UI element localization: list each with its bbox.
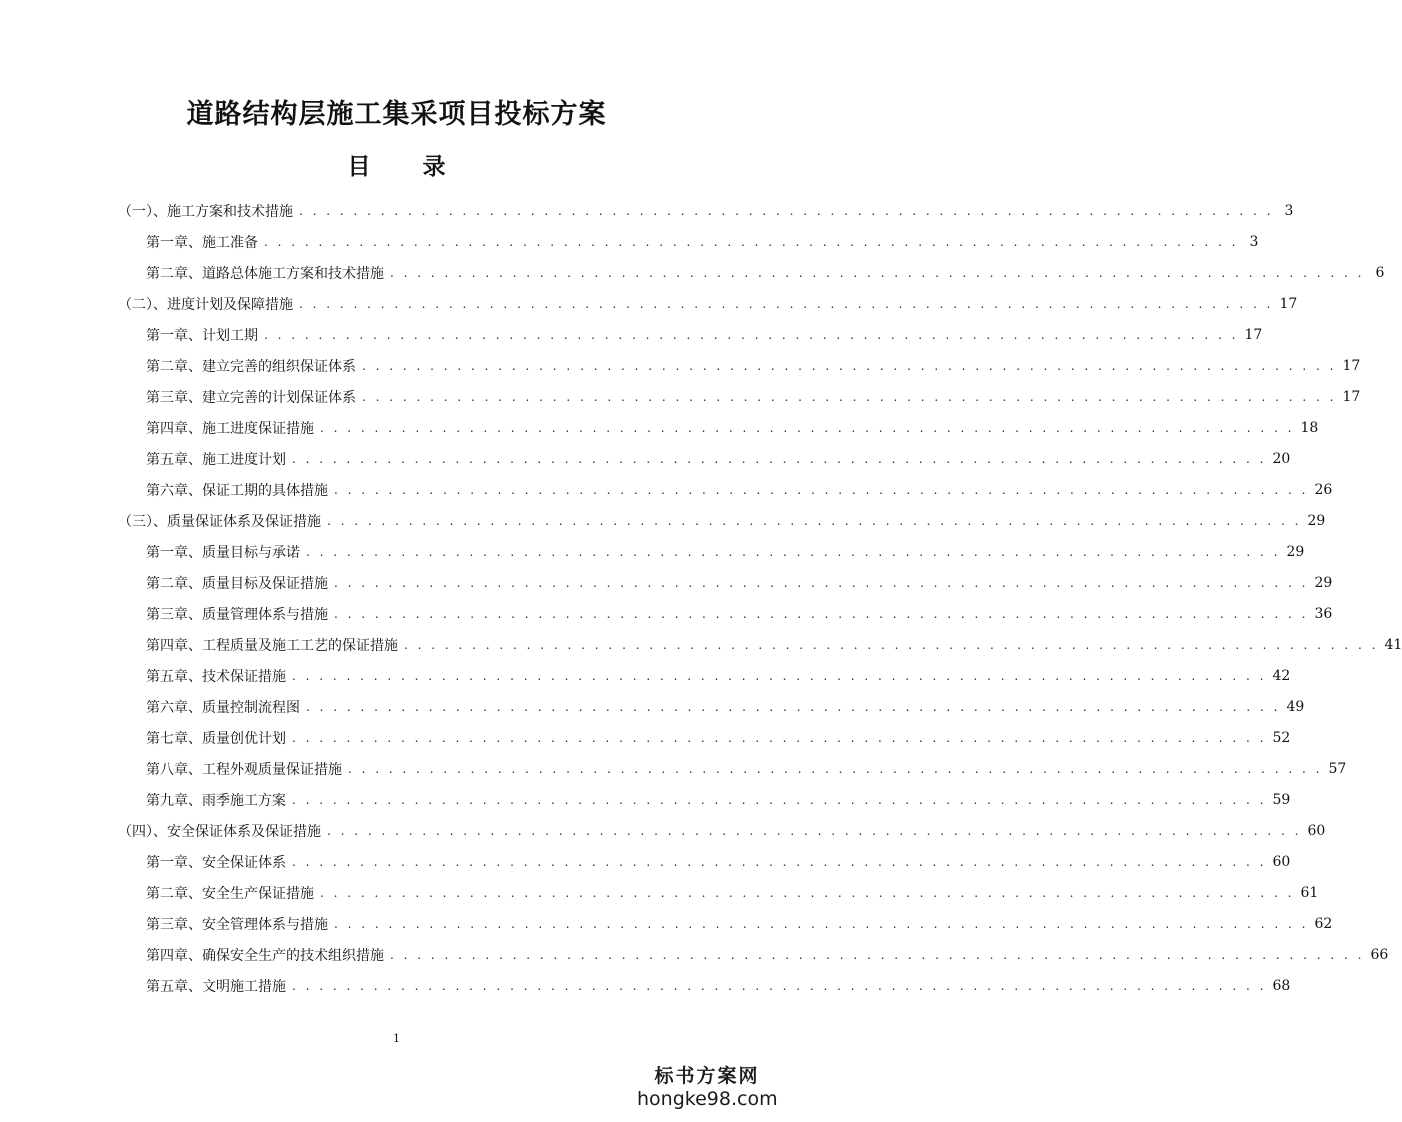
toc-dot-leader: . . . . . . . . . . . . . . . . . . . . . . . . . . . . . . . . . . . . . . . . . . . . . . . . . . . . . . . . . . . . . . . . . . . . . . . .	[292, 451, 1267, 466]
toc-entry-label: （二）、进度计划及保障措施	[118, 296, 293, 313]
toc-entry-page: 36	[1314, 605, 1333, 622]
toc-entry-page: 60	[1272, 853, 1291, 870]
toc-chapter-entry[interactable]	[0, 908, 1333, 939]
toc-chapter-entry[interactable]	[0, 784, 1291, 815]
toc-dot-leader: . . . . . . . . . . . . . . . . . . . . . . . . . . . . . . . . . . . . . . . . . . . . . . . . . . . . . . . . . . . . . . . . . . . . . . . .	[320, 420, 1295, 435]
toc-dot-leader: . . . . . . . . . . . . . . . . . . . . . . . . . . . . . . . . . . . . . . . . . . . . . . . . . . . . . . . . . . . . . . . . . . . . . . . .	[362, 389, 1337, 404]
toc-chapter-entry[interactable]	[0, 567, 1333, 598]
toc-chapter-entry[interactable]	[0, 598, 1333, 629]
toc-dot-leader: . . . . . . . . . . . . . . . . . . . . . . . . . . . . . . . . . . . . . . . . . . . . . . . . . . . . . . . . . . . . . . . . . . . . . . . .	[320, 885, 1295, 900]
toc-chapter-entry[interactable]	[0, 257, 1385, 288]
toc-entry-label: 第三章、质量管理体系与措施	[146, 606, 328, 623]
toc-dot-leader: . . . . . . . . . . . . . . . . . . . . . . . . . . . . . . . . . . . . . . . . . . . . . . . . . . . . . . . . . . . . . . . . . . . . . . . .	[292, 668, 1267, 683]
toc-heading: 目 录	[347, 153, 468, 180]
toc-chapter-entry[interactable]	[0, 226, 1259, 257]
toc-dot-leader: . . . . . . . . . . . . . . . . . . . . . . . . . . . . . . . . . . . . . . . . . . . . . . . . . . . . . . . . . . . . . . . . . . . . . . . .	[390, 265, 1365, 280]
toc-entry-page: 49	[1286, 698, 1305, 715]
toc-entry-page: 66	[1370, 946, 1389, 963]
toc-dot-leader: . . . . . . . . . . . . . . . . . . . . . . . . . . . . . . . . . . . . . . . . . . . . . . . . . . . . . . . . . . . . . . . . . . . . . . . .	[390, 947, 1365, 962]
toc-entry-label: 第一章、计划工期	[146, 327, 258, 344]
toc-entry-page: 3	[1249, 233, 1259, 250]
toc-entry-page: 60	[1307, 822, 1326, 839]
toc-entry-label: 第五章、技术保证措施	[146, 668, 286, 685]
toc-entry-page: 17	[1279, 295, 1298, 312]
toc-entry-page: 42	[1272, 667, 1291, 684]
toc-entry-page: 62	[1314, 915, 1333, 932]
toc-dot-leader: . . . . . . . . . . . . . . . . . . . . . . . . . . . . . . . . . . . . . . . . . . . . . . . . . . . . . . . . . . . . . . . . . . . . . . . .	[306, 544, 1281, 559]
toc-entry-page: 6	[1375, 264, 1385, 281]
toc-chapter-entry[interactable]	[0, 691, 1305, 722]
toc-entry-label: 第六章、质量控制流程图	[146, 699, 300, 716]
document-title: 道路结构层施工集采项目投标方案	[186, 99, 607, 130]
toc-chapter-entry[interactable]	[0, 970, 1291, 1001]
toc-entry-label: 第二章、道路总体施工方案和技术措施	[146, 265, 384, 282]
toc-entry-label: （四）、安全保证体系及保证措施	[118, 823, 321, 840]
toc-entry-label: 第八章、工程外观质量保证措施	[146, 761, 342, 778]
toc-entry-label: 第一章、施工准备	[146, 234, 258, 251]
page-number: 1	[393, 1032, 400, 1045]
toc-section-entry[interactable]	[0, 195, 1294, 226]
toc-dot-leader: . . . . . . . . . . . . . . . . . . . . . . . . . . . . . . . . . . . . . . . . . . . . . . . . . . . . . . . . . . . . . . . . . . . . . . . .	[327, 513, 1302, 528]
toc-entry-label: 第三章、安全管理体系与措施	[146, 916, 328, 933]
toc-entry-label: 第四章、工程质量及施工工艺的保证措施	[146, 637, 398, 654]
toc-dot-leader: . . . . . . . . . . . . . . . . . . . . . . . . . . . . . . . . . . . . . . . . . . . . . . . . . . . . . . . . . . . . . . . . . . . . . . . .	[292, 978, 1267, 993]
toc-entry-page: 26	[1314, 481, 1333, 498]
toc-section-entry[interactable]	[0, 505, 1326, 536]
toc-entry-label: 第九章、雨季施工方案	[146, 792, 286, 809]
toc-chapter-entry[interactable]	[0, 629, 1402, 660]
toc-entry-label: 第一章、质量目标与承诺	[146, 544, 300, 561]
toc-dot-leader: . . . . . . . . . . . . . . . . . . . . . . . . . . . . . . . . . . . . . . . . . . . . . . . . . . . . . . . . . . . . . . . . . . . . . . . .	[362, 358, 1337, 373]
toc-section-entry[interactable]	[0, 815, 1326, 846]
toc-chapter-entry[interactable]	[0, 877, 1319, 908]
toc-entry-page: 18	[1300, 419, 1319, 436]
watermark-site-name: 标书方案网	[654, 1065, 760, 1087]
toc-entry-label: 第五章、文明施工措施	[146, 978, 286, 995]
toc-chapter-entry[interactable]	[0, 846, 1291, 877]
toc-dot-leader: . . . . . . . . . . . . . . . . . . . . . . . . . . . . . . . . . . . . . . . . . . . . . . . . . . . . . . . . . . . . . . . . . . . . . . . .	[306, 699, 1281, 714]
toc-entry-page: 17	[1342, 357, 1361, 374]
toc-entry-page: 29	[1286, 543, 1305, 560]
toc-dot-leader: . . . . . . . . . . . . . . . . . . . . . . . . . . . . . . . . . . . . . . . . . . . . . . . . . . . . . . . . . . . . . . . . . . . . . . . .	[264, 234, 1239, 249]
toc-dot-leader: . . . . . . . . . . . . . . . . . . . . . . . . . . . . . . . . . . . . . . . . . . . . . . . . . . . . . . . . . . . . . . . . . . . . . . . .	[292, 854, 1267, 869]
toc-dot-leader: . . . . . . . . . . . . . . . . . . . . . . . . . . . . . . . . . . . . . . . . . . . . . . . . . . . . . . . . . . . . . . . . . . . . . . . .	[334, 606, 1309, 621]
table-of-contents	[0, 195, 1402, 1001]
toc-chapter-entry[interactable]	[0, 939, 1389, 970]
toc-dot-leader: . . . . . . . . . . . . . . . . . . . . . . . . . . . . . . . . . . . . . . . . . . . . . . . . . . . . . . . . . . . . . . . . . . . . . . . .	[348, 761, 1323, 776]
toc-dot-leader: . . . . . . . . . . . . . . . . . . . . . . . . . . . . . . . . . . . . . . . . . . . . . . . . . . . . . . . . . . . . . . . . . . . . . . . .	[334, 916, 1309, 931]
toc-chapter-entry[interactable]	[0, 722, 1291, 753]
toc-dot-leader: . . . . . . . . . . . . . . . . . . . . . . . . . . . . . . . . . . . . . . . . . . . . . . . . . . . . . . . . . . . . . . . . . . . . . . . .	[327, 823, 1302, 838]
toc-entry-label: 第四章、施工进度保证措施	[146, 420, 314, 437]
toc-entry-label: 第六章、保证工期的具体措施	[146, 482, 328, 499]
toc-entry-page: 52	[1272, 729, 1291, 746]
toc-entry-label: 第一章、安全保证体系	[146, 854, 286, 871]
toc-entry-label: 第三章、建立完善的计划保证体系	[146, 389, 356, 406]
toc-entry-page: 57	[1328, 760, 1347, 777]
toc-entry-page: 61	[1300, 884, 1319, 901]
toc-dot-leader: . . . . . . . . . . . . . . . . . . . . . . . . . . . . . . . . . . . . . . . . . . . . . . . . . . . . . . . . . . . . . . . . . . . . . . . .	[334, 482, 1309, 497]
toc-chapter-entry[interactable]	[0, 536, 1305, 567]
toc-entry-page: 3	[1284, 202, 1294, 219]
toc-entry-label: 第二章、质量目标及保证措施	[146, 575, 328, 592]
toc-entry-page: 17	[1244, 326, 1263, 343]
toc-entry-label: 第四章、确保安全生产的技术组织措施	[146, 947, 384, 964]
toc-entry-page: 29	[1307, 512, 1326, 529]
toc-dot-leader: . . . . . . . . . . . . . . . . . . . . . . . . . . . . . . . . . . . . . . . . . . . . . . . . . . . . . . . . . . . . . . . . . . . . . . . .	[299, 296, 1274, 311]
toc-entry-page: 17	[1342, 388, 1361, 405]
toc-entry-label: （三）、质量保证体系及保证措施	[118, 513, 321, 530]
toc-chapter-entry[interactable]	[0, 350, 1361, 381]
toc-entry-page: 68	[1272, 977, 1291, 994]
site-watermark	[637, 1064, 777, 1110]
watermark-url: hongke98.com	[637, 1088, 778, 1110]
toc-dot-leader: . . . . . . . . . . . . . . . . . . . . . . . . . . . . . . . . . . . . . . . . . . . . . . . . . . . . . . . . . . . . . . . . . . . . . . . .	[299, 203, 1274, 218]
toc-entry-label: 第七章、质量创优计划	[146, 730, 286, 747]
toc-chapter-entry[interactable]	[0, 412, 1319, 443]
toc-dot-leader: . . . . . . . . . . . . . . . . . . . . . . . . . . . . . . . . . . . . . . . . . . . . . . . . . . . . . . . . . . . . . . . . . . . . . . . .	[292, 730, 1267, 745]
toc-chapter-entry[interactable]	[0, 474, 1333, 505]
toc-dot-leader: . . . . . . . . . . . . . . . . . . . . . . . . . . . . . . . . . . . . . . . . . . . . . . . . . . . . . . . . . . . . . . . . . . . . . . . .	[404, 637, 1379, 652]
toc-dot-leader: . . . . . . . . . . . . . . . . . . . . . . . . . . . . . . . . . . . . . . . . . . . . . . . . . . . . . . . . . . . . . . . . . . . . . . . .	[264, 327, 1239, 342]
toc-dot-leader: . . . . . . . . . . . . . . . . . . . . . . . . . . . . . . . . . . . . . . . . . . . . . . . . . . . . . . . . . . . . . . . . . . . . . . . .	[292, 792, 1267, 807]
toc-entry-page: 59	[1272, 791, 1291, 808]
toc-dot-leader: . . . . . . . . . . . . . . . . . . . . . . . . . . . . . . . . . . . . . . . . . . . . . . . . . . . . . . . . . . . . . . . . . . . . . . . .	[334, 575, 1309, 590]
toc-entry-label: （一）、施工方案和技术措施	[118, 203, 293, 220]
toc-section-entry[interactable]	[0, 288, 1298, 319]
toc-chapter-entry[interactable]	[0, 381, 1361, 412]
toc-entry-page: 20	[1272, 450, 1291, 467]
toc-chapter-entry[interactable]	[0, 319, 1263, 350]
toc-entry-label: 第二章、安全生产保证措施	[146, 885, 314, 902]
toc-chapter-entry[interactable]	[0, 753, 1347, 784]
toc-entry-page: 29	[1314, 574, 1333, 591]
toc-chapter-entry[interactable]	[0, 443, 1291, 474]
toc-chapter-entry[interactable]	[0, 660, 1291, 691]
toc-entry-page: 41	[1384, 636, 1402, 653]
toc-entry-label: 第五章、施工进度计划	[146, 451, 286, 468]
toc-entry-label: 第二章、建立完善的组织保证体系	[146, 358, 356, 375]
